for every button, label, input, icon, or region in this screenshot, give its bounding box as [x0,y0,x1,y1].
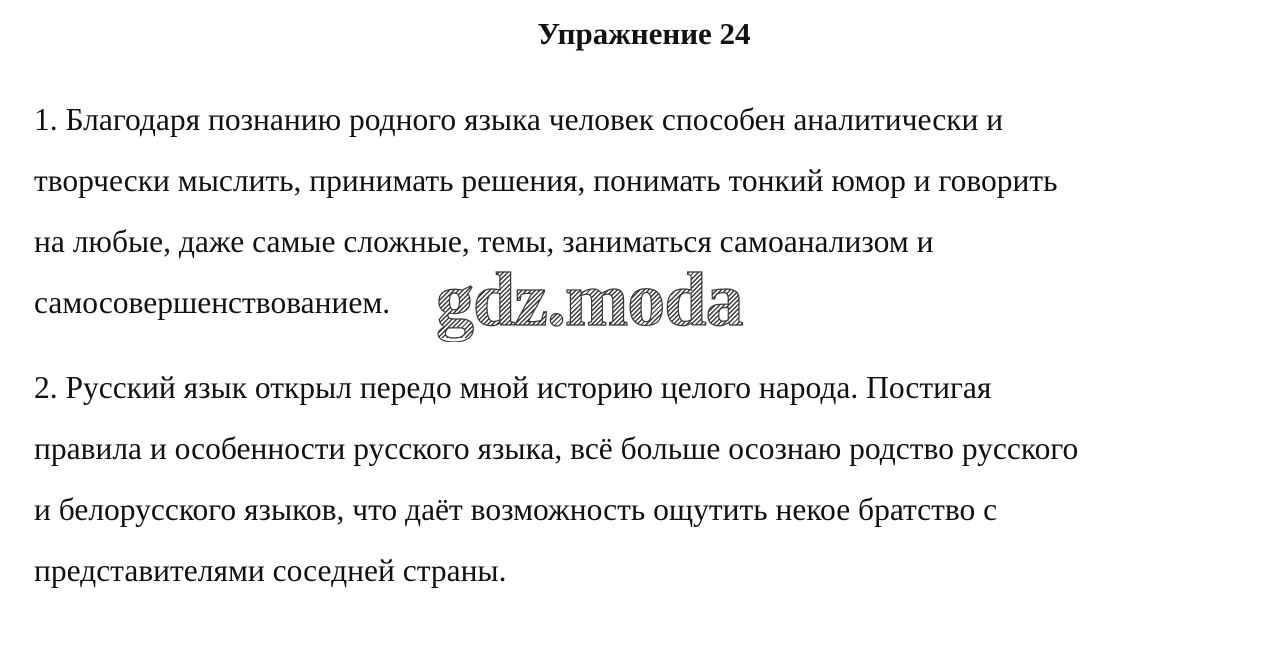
answer-paragraph-2 [34,357,1264,601]
paragraph-line: и белорусского языков, что даёт возможность ощутить некое братство с [34,492,998,527]
paragraph-line: представителями соседней страны. [34,553,507,588]
exercise-title: Упражнение 24 [537,16,751,51]
paragraph-line: правила и особенности русского языка, всё больше осознаю родство русского [34,431,1079,466]
watermark-logo: gdz.moda [436,258,743,342]
paragraph-line: творчески мыслить, принимать решения, понимать тонкий юмор и говорить [34,163,1058,198]
paragraph-line: 1. Благодаря познанию родного языка человек способен аналитически и [34,102,1004,137]
paragraph-line: самосовершенствованием. [34,285,391,320]
paragraph-line: 2. Русский язык открыл передо мной историю целого народа. Постигая [34,370,992,405]
paragraph-line: на любые, даже самые сложные, темы, заниматься самоанализом и [34,224,934,259]
